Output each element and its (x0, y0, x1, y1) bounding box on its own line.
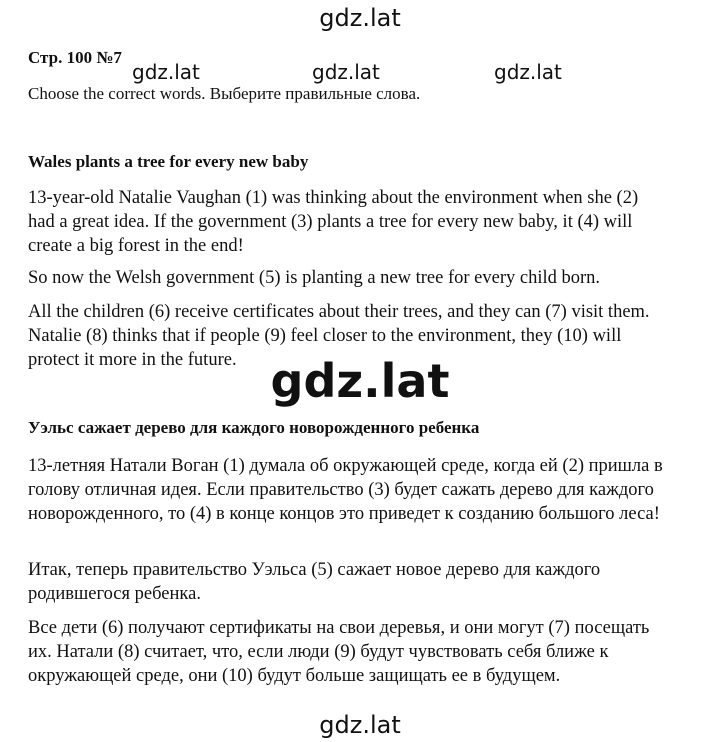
english-paragraph-1: 13-year-old Natalie Vaughan (1) was thinking about the environment when she (2) had a great idea. If the government (3) plants a tree for every new baby, it (4) will create a big forest in the end! (28, 188, 639, 256)
watermark-bottom: gdz.lat (319, 711, 401, 739)
watermark-row-2: gdz.lat (312, 60, 380, 84)
russian-title: Уэльс сажает дерево для каждого новорожденного ребенка (28, 418, 480, 437)
watermark-center: gdz.lat (270, 354, 450, 408)
english-title: Wales plants a tree for every new baby (28, 152, 309, 171)
english-paragraph-2: So now the Welsh government (5) is planting a new tree for every child born. (28, 268, 601, 288)
english-paragraph-3: All the children (6) receive certificates about their trees, and they can (7) visit them. Natalie (8) thinks that if people (9) feel closer to the environment, they (10) will protect it more in the future. (28, 302, 650, 370)
russian-paragraph-2: Итак, теперь правительство Уэльса (5) сажает новое дерево для каждого родившегося ребенка. (28, 560, 601, 604)
watermark-top: gdz.lat (319, 4, 401, 32)
watermark-row-1: gdz.lat (132, 60, 200, 84)
watermark-row-3: gdz.lat (494, 60, 562, 84)
page-reference: Стр. 100 №7 (28, 48, 122, 67)
russian-paragraph-1: 13-летняя Натали Воган (1) думала об окружающей среде, когда ей (2) пришла в голову отличная идея. Если правительство (3) будет сажать дерево для каждого новорожденного, то (4) в конце концов это приведет к созданию большого леса! (28, 456, 663, 524)
russian-paragraph-3: Все дети (6) получают сертификаты на свои деревья, и они могут (7) посещать их. Натали (8) считает, что, если люди (9) будут чувствовать себя ближе к окружающей среде, они (10) будут больше защищать ее в будущем. (28, 618, 650, 686)
instruction-text: Choose the correct words. Выберите правильные слова. (28, 84, 421, 103)
